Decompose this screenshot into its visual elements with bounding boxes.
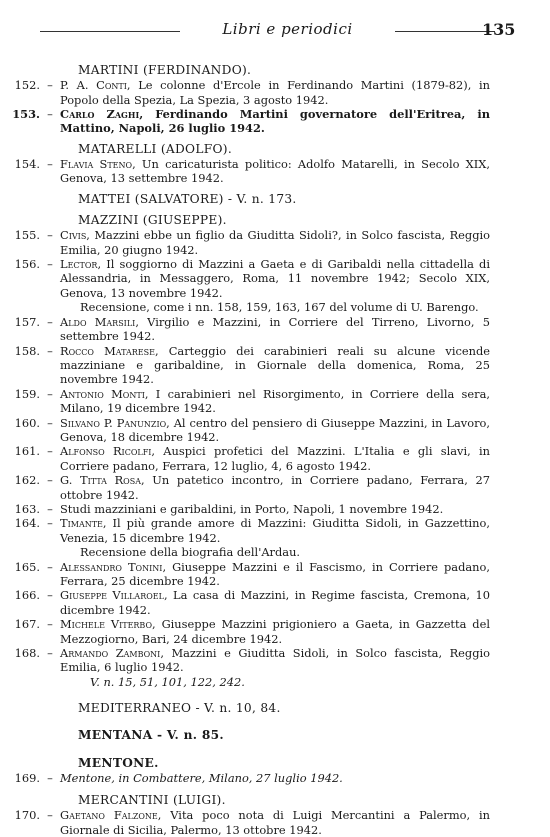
entry-number: 160. [14, 415, 40, 430]
entry-162: 162. – G. Titta Rosa, Un patetico incontro, in Corriere padano, Ferrara, 27 ottobre 1942. [0, 473, 550, 502]
entry-text: , Il più grande amore di Mazzini: Giuditta Sidoli, in Gazzettino, Venezia, 15 dicembre 1942. [60, 516, 490, 545]
entry-note: Recensione, come i nn. 158, 159, 163, 167 del volume di U. Barengo. [80, 300, 479, 315]
entry-text: , Carteggio dei carabinieri reali su alcune vicende mazziniane e garibaldine, in Giornale della domenica, Roma, 25 novembre 1942. [60, 343, 490, 387]
entry-author: Michele Viterbo [60, 617, 153, 632]
entry-169: 169. – Mentone, in Combattere, Milano, 27 luglio 1942. [0, 771, 550, 785]
entry-number: 163. [14, 501, 40, 516]
entry-text: , Le colonne d'Ercole in Ferdinando Martini (1879-82), in Popolo della Spezia, La Spezia, 3 agosto 1942. [60, 78, 490, 107]
section-heading: MERCANTINI (LUIGI). [78, 793, 226, 808]
entry-note: Recensione della biografia dell'Ardau. [80, 545, 301, 560]
entry-number: 152. [14, 78, 40, 93]
page-number: 135 [482, 20, 516, 39]
entry-text: , Mazzini ebbe un figlio da Giuditta Sidoli?, in Solco fascista, Reggio Emilia, 20 giugno 1942. [60, 228, 490, 257]
entry-text: , Virgilio e Mazzini, in Corriere del Tirreno, Livorno, 5 settembre 1942. [60, 314, 490, 344]
entry-number: 166. [14, 588, 40, 603]
cross-reference: V. n. 15, 51, 101, 122, 242. [90, 674, 245, 689]
entry-author: G. Titta Rosa [60, 473, 141, 488]
entry-author: Aldo Marsili [60, 314, 136, 329]
entry-text: , Un caricaturista politico: Adolfo Matarelli, in Secolo XIX, Genova, 13 settembre 1942. [60, 157, 491, 186]
entry-168: 168. – Armando Zamboni, Mazzini e Giuditta Sidoli, in Solco fascista, Reggio Emilia, 6 luglio 1942. [0, 646, 550, 675]
entry-158: 158. – Rocco Matarese, Carteggio dei carabinieri reali su alcune vicende mazziniane e garibaldine, in Giornale della domenica, Roma, 25 novembre 1942. [0, 344, 550, 387]
section-heading: MEDITERRANEO - V. n. 10, 84. [78, 701, 281, 716]
entry-text: Mentone, in Combattere, Milano, 27 luglio 1942. [60, 770, 343, 785]
entry-160: 160. – Silvano P. Panunzio, Al centro del pensiero di Giuseppe Mazzini, in Lavoro, Genova, 18 dicembre 1942. [0, 416, 550, 445]
entry-author: Civis [60, 228, 87, 243]
entry-text: , I carabinieri nel Risorgimento, in Corriere della sera, Milano, 19 dicembre 1942. [60, 386, 490, 416]
entry-text: , Auspici profetici del Mazzini. L'Italia e gli slavi, in Corriere padano, Ferrara, 12 luglio, 4, 6 agosto 1942. [60, 444, 490, 473]
entry-author: Giuseppe Villaroel [60, 588, 164, 603]
page-header [0, 20, 550, 44]
entry-number: 153. [12, 107, 40, 122]
entry-author: Antonio Monti [60, 386, 145, 401]
entry-number: 162. [14, 473, 40, 488]
section-heading: MENTONE. [78, 755, 159, 770]
entry-165: 165. – Alessandro Tonini, Giuseppe Mazzini e il Fascismo, in Corriere padano, Ferrara, 25 dicembre 1942. [0, 560, 550, 589]
bibliography-list [0, 63, 550, 837]
entry-152: 152. – P. A. Conti, Le colonne d'Ercole in Ferdinando Martini (1879-82), in Popolo della Spezia, La Spezia, 3 agosto 1942. [0, 78, 550, 107]
entry-number: 156. [14, 257, 40, 272]
entry-number: 168. [14, 646, 40, 661]
entry-number: 159. [14, 386, 40, 401]
entry-159: 159. – Antonio Monti, I carabinieri nel Risorgimento, in Corriere della sera, Milano, 19 dicembre 1942. [0, 387, 550, 416]
entry-number: 167. [14, 617, 40, 632]
section-heading: MENTANA - V. n. 85. [78, 728, 224, 743]
section-heading: MATARELLI (ADOLFO). [78, 141, 233, 156]
entry-author: Armando Zamboni [60, 646, 161, 661]
entry-text: , Ferdinando Martini governatore dell'Eritrea, in Mattino, Napoli, 26 luglio 1942. [60, 107, 490, 136]
section-heading: MAZZINI (GIUSEPPE). [78, 213, 227, 228]
section-heading: MATTEI (SALVATORE) - V. n. 173. [78, 191, 297, 206]
entry-author: Alessandro Tonini [60, 559, 163, 574]
entry-text: Studi mazziniani e garibaldini, in Porto, Napoli, 1 novembre 1942. [60, 501, 444, 516]
entry-author: P. A. Conti [60, 78, 127, 93]
entry-number: 165. [14, 559, 40, 574]
entry-164: 164. – Timante, Il più grande amore di Mazzini: Giuditta Sidoli, in Gazzettino, Venezia, 15 dicembre 1942. [0, 516, 550, 545]
entry-number: 158. [14, 343, 40, 358]
entry-number: 155. [14, 228, 40, 243]
entry-text: , La casa di Mazzini, in Regime fascista, Cremona, 10 dicembre 1942. [60, 588, 490, 617]
entry-text: , Al centro del pensiero di Giuseppe Mazzini, in Lavoro, Genova, 18 dicembre 1942. [60, 415, 490, 444]
entry-text: , Giuseppe Mazzini e il Fascismo, in Corriere padano, Ferrara, 25 dicembre 1942. [60, 559, 490, 588]
entry-number: 164. [14, 516, 40, 531]
entry-155: 155. – Civis, Mazzini ebbe un figlio da Giuditta Sidoli?, in Solco fascista, Reggio Emilia, 20 giugno 1942. [0, 228, 550, 257]
entry-167: 167. – Michele Viterbo, Giuseppe Mazzini prigioniero a Gaeta, in Gazzetta del Mezzogiorno, Bari, 24 dicembre 1942. [0, 617, 550, 646]
entry-author: Flavia Steno [60, 157, 133, 172]
section-heading: MARTINI (FERDINANDO). [78, 63, 252, 77]
entry-author: Silvano P. Panunzio [60, 415, 167, 430]
entry-166: 166. – Giuseppe Villaroel, La casa di Mazzini, in Regime fascista, Cremona, 10 dicembre 1942. [0, 588, 550, 617]
entry-154: 154. – Flavia Steno, Un caricaturista politico: Adolfo Matarelli, in Secolo XIX, Genova, 13 settembre 1942. [0, 157, 550, 186]
running-title: Libri e periodici [222, 20, 353, 38]
entry-156: 156. – Lector, Il soggiorno di Mazzini a Gaeta e di Garibaldi nella cittadella di Alessandria, in Messaggero, Roma, 11 novembre 1942; Secolo XIX, Genova, 13 novembre 1942. [0, 257, 550, 300]
entry-text: , Un patetico incontro, in Corriere padano, Ferrara, 27 ottobre 1942. [60, 473, 490, 502]
entry-text: , Giuseppe Mazzini prigioniero a Gaeta, in Gazzetta del Mezzogiorno, Bari, 24 dicembre 1942. [60, 617, 490, 646]
header-rule-right [395, 31, 495, 32]
entry-author: Alfonso Ricolfi [60, 444, 152, 459]
entry-number: 154. [14, 157, 40, 172]
entry-157: 157. – Aldo Marsili, Virgilio e Mazzini, in Corriere del Tirreno, Livorno, 5 settembre 1942. [0, 315, 550, 344]
entry-161: 161. – Alfonso Ricolfi, Auspici profetici del Mazzini. L'Italia e gli slavi, in Corriere padano, Ferrara, 12 luglio, 4, 6 agosto 1942. [0, 444, 550, 473]
entry-author: Lector [60, 257, 98, 272]
entry-number: 157. [14, 314, 40, 329]
entry-number: 169. [14, 770, 40, 785]
entry-author: Timante [60, 516, 103, 531]
entry-163: 163. – Studi mazziniani e garibaldini, in Porto, Napoli, 1 novembre 1942. [0, 502, 550, 516]
entry-170: 170. – Gaetano Falzone, Vita poco nota di Luigi Mercantini a Palermo, in Giornale di Sicilia, Palermo, 13 ottobre 1942. [0, 808, 550, 837]
entry-number: 170. [14, 808, 40, 823]
entry-text: , Il soggiorno di Mazzini a Gaeta e di Garibaldi nella cittadella di Alessandria, in Messaggero, Roma, 11 novembre 1942; Secolo XIX, Genova, 13 novembre 1942. [60, 257, 490, 300]
entry-author: Gaetano Falzone [60, 808, 158, 823]
entry-number: 161. [14, 444, 40, 459]
entry-author: Carlo Zaghi [60, 107, 140, 122]
entry-author: Rocco Matarese [60, 343, 155, 358]
entry-text: , Vita poco nota di Luigi Mercantini a Palermo, in Giornale di Sicilia, Palermo, 13 ottobre 1942. [60, 808, 490, 837]
header-rule-left [40, 31, 180, 32]
entry-text: , Mazzini e Giuditta Sidoli, in Solco fascista, Reggio Emilia, 6 luglio 1942. [60, 646, 490, 675]
entry-153: 153. – Carlo Zaghi, Ferdinando Martini governatore dell'Eritrea, in Mattino, Napoli, 26 luglio 1942. [0, 107, 550, 136]
